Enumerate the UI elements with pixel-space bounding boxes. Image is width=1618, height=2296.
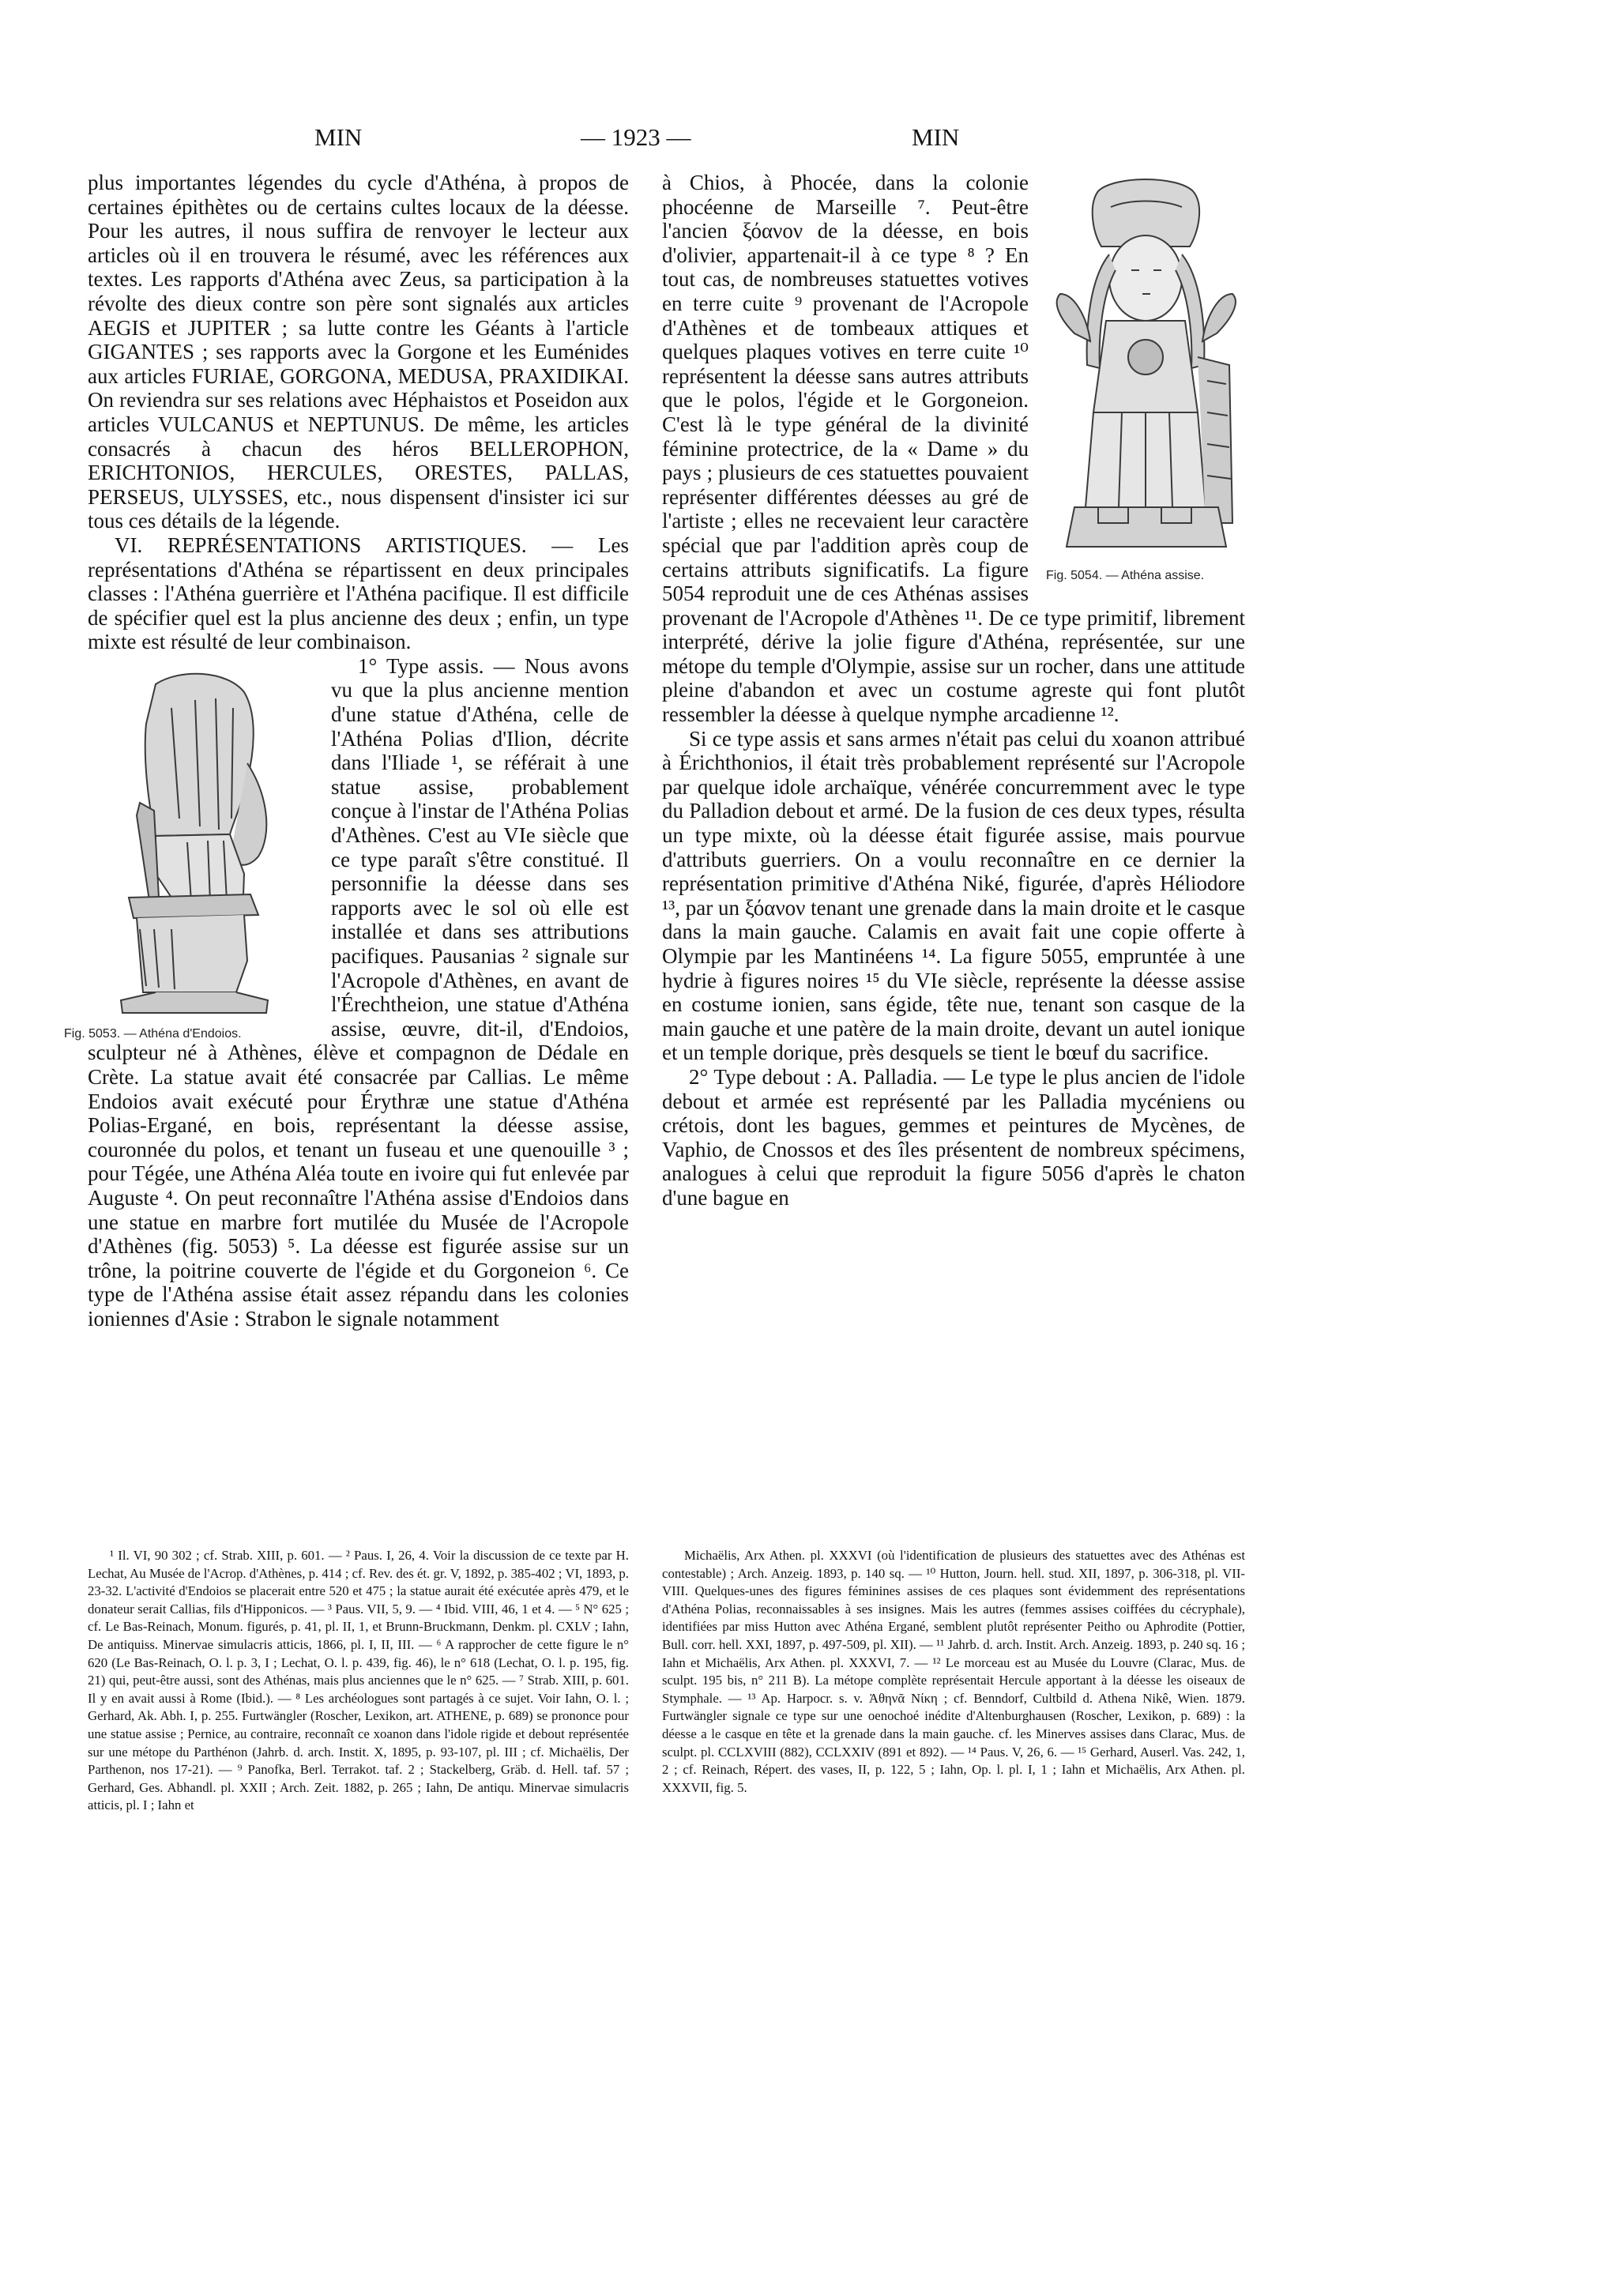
paragraph: VI. REPRÉSENTATIONS ARTISTIQUES. — Les représentations d'Athéna se répartissent en deux principales classes : l'Athéna guerrière et l'Athéna pacifique. Il est difficile de spécifier quel est la plus ancienne des deux ; enfin, un type mixte est résulté de leur combinaison. xyxy=(88,533,629,654)
footnotes-left xyxy=(88,1547,629,1815)
statue-illustration xyxy=(61,661,312,1016)
paragraph: 1° Type assis. — Nous avons vu que la plus ancienne mention d'une statue d'Athéna, celle de l'Athéna Polias d'Ilion, décrite dans l'Iliade ¹, se référait à une statue assise, probablement conçue à l'instar de l'Athéna Polias d'Athènes. C'est au VIe siècle que ce type paraît s'être constitué. Il personnifie la déesse dans ses rapports avec le sol où elle est installée et dans ses attributions pacifiques. Pausanias ² signale sur l'Acropole d'Athènes, en avant de l'Érechtheion, une statue d'Athéna assise, œuvre, dit-il, d'Endoios, sculpteur né à Athènes, élève et compagnon de Dédale en Crète. La statue avait été consacrée par Callias. Le même Endoios avait exécuté pour Érythræ une statue d'Athéna Polias-Ergané, en bois, représentant la déesse assise, couronnée du polos, et tenant un fuseau et une quenouille ³ ; pour Tégée, une Athéna Aléa toute en ivoire qui fut enlevée par Auguste ⁴. On peut reconnaître l'Athéna assise d'Endoios dans une statue en marbre fort mutilée du Musée de l'Acropole d'Athènes (fig. 5053) ⁵. La déesse est figurée assise sur un trône, la poitrine couverte de l'égide et du Gorgoneion ⁶. Ce type de l'Athéna assise était assez répandu dans les colonies ioniennes d'Asie : Strabon le signale notamment xyxy=(88,653,629,1331)
running-header xyxy=(0,123,1618,161)
header-right-keyword: MIN xyxy=(912,123,960,151)
figure-5054-athena-seated xyxy=(1043,175,1250,586)
paragraph: 2° Type debout : A. Palladia. — Le type le plus ancien de l'idole debout et armée est représenté par les Palladia mycéniens ou crétois, dont les bagues, gemmes et peintures de Mycènes, de Vaphio, de Cnossos et des îles présentent de nombreux spécimens, analogues à celui que reproduit la figure 5056 d'après le chaton d'une bague en xyxy=(662,1064,1245,1210)
footnote-text: ¹ Il. VI, 90 302 ; cf. Strab. XIII, p. 601. — ² Paus. I, 26, 4. Voir la discussion de ce texte par H. Lechat, Au Musée de l'Acrop. d'Athènes, p. 414 ; cf. Rev. des ét. gr. V, 1892, p. 385-402 ; VI, 1893, p. 23-32. L'activité d'Endoios se placerait entre 520 et 475 ; la statue aurait été exécutée après 479, et le donateur serait Callias, fils d'Hipponicos. — ³ Paus. VII, 5, 9. — ⁴ Ibid. VIII, 46, 1 et 4. — ⁵ N° 625 ; cf. Le Bas-Reinach, Monum. figurés, p. 41, pl. II, 1, et Brunn-Bruckmann, Denkm. pl. CXLV ; Iahn, De antiquiss. Minervae simulacris atticis, 1866, pl. I, II, III. — ⁶ A rapprocher de cette figure le n° 620 (Le Bas-Reinach, O. l. p. 3, I ; Lechat, O. l. p. 439, fig. 46), le n° 618 (Lechat, O. l. p. 195, fig. 21) qui, peut-être aussi, sont des Athénas, mais plus anciennes que le n° 625. — ⁷ Strab. XIII, p. 601. Il y en avait aussi à Rome (Ibid.). — ⁸ Les archéologues sont partagés à ce sujet. Voir Iahn, O. l. ; Gerhard, Ak. Abh. I, p. 255. Furtwängler (Roscher, Lexikon, art. ATHENE, p. 689) se prononce pour une statue assise ; Pernice, au contraire, reconnaît ce xoanon dans l'idole rigide et debout représentée sur une métope du Parthénon (Jahrb. d. arch. Instit. X, 1895, p. 93-107, pl. III ; cf. Michaëlis, Der Parthenon, nos 17-21). — ⁹ Panofka, Berl. Terrakot. taf. 2 ; Stackelberg, Gräb. d. Hell. taf. 57 ; Gerhard, Ges. Abhandl. pl. XXII ; Arch. Zeit. 1882, p. 265 ; Iahn, De antiqu. Minervae simulacris atticis, pl. I ; Iahn et xyxy=(88,1548,629,1813)
figure-caption: Fig. 5054. — Athéna assise. xyxy=(1046,569,1205,582)
statuette-illustration xyxy=(1043,175,1250,563)
page-number: — 1923 — xyxy=(581,123,691,151)
paragraph: plus importantes légendes du cycle d'Athéna, à propos de certaines épithètes ou de certains cultes locaux de la déesse. Pour les autres, il nous suffira de renvoyer le lecteur aux articles où il en trouvera le résumé, avec les références aux textes. Les rapports d'Athéna avec Zeus, sa participation à la révolte des dieux contre son père sont signalés aux articles AEGIS et JUPITER ; sa lutte contre les Géants à l'article GIGANTES ; ses rapports avec la Gorgone et les Euménides aux articles FURIAE, GORGONA, MEDUSA, PRAXIDIKAI. On reviendra sur ses relations avec Héphaistos et Poseidon aux articles VULCANUS et NEPTUNUS. De même, les articles consacrés à chacun des héros BELLEROPHON, ERICHTONIOS, HERCULES, ORESTES, PALLAS, PERSEUS, ULYSSES, etc., nous dispensent d'insister ici sur tous ces détails de la légende. xyxy=(88,171,629,533)
footnote-text: Michaëlis, Arx Athen. pl. XXXVI (où l'identification de plusieurs des statuettes avec des Athénas est contestable) ; Arch. Anzeig. 1893, p. 140 sq. — ¹⁰ Hutton, Journ. hell. stud. XII, 1897, p. 306-318, pl. VII-VIII. Quelques-unes des figures féminines assises de ces plaques sont évidemment des représentations d'Athéna Polias, reconnaissables à ses insignes. Mais les autres (femmes assises coiffées du cécryphale), identifiées par miss Hutton avec Athéna Ergané, semblent plutôt représenter Peitho ou Aphrodite (Pottier, Bull. corr. hell. XXI, 1897, p. 497-509, pl. XII). — ¹¹ Jahrb. d. arch. Instit. Arch. Anzeig. 1893, p. 240 sq. 16 ; Iahn et Michaëlis, Arx Athen. pl. XXXVI, 7. — ¹² Le morceau est au Musée du Louvre (Clarac, Mus. de sculpt. 195 bis, n° 211 B). La métope complète représentait Hercule apportant à la déesse les oiseaux de Stymphale. — ¹³ Ap. Harpocr. s. v. Ἀθηνᾶ Νίκη ; cf. Benndorf, Cultbild d. Athena Nikê, Wien. 1879. Furtwängler signale ce type sur une oenochoé inédite d'Altenburghausen (Roscher, Lexikon, p. 689) : la déesse a le casque en tête et la grenade dans la main gauche. cf. les Minerves assises dans Clarac, Mus. de sculpt. pl. CCLXVIII (882), CCLXXIV (891 et 892). — ¹⁴ Paus. V, 26, 6. — ¹⁵ Gerhard, Auserl. Vas. 242, 1, 2 ; cf. Reinach, Répert. des vases, II, p. 122, 5 ; Iahn, Op. l. pl. I, 1 ; Iahn et Michaëlis, Arx Athen. pl. XXXVII, fig. 5. xyxy=(662,1548,1245,1795)
paragraph: Si ce type assis et sans armes n'était pas celui du xoanon attribué à Érichthonios, il était très probablement représenté sur l'Acropole par quelque idole archaïque, vénérée concurremment avec le type du Palladion debout et armé. De la fusion de ces deux types, résulta un type mixte, où la déesse était figurée assise, mais pourvue d'attributs guerriers. On a voulu reconnaître en ce dernier la représentation primitive d'Athéna Niké, figurée, d'après Héliodore ¹³, par un ξόανον tenant une grenade dans la main droite et le casque dans la main gauche. Calamis en avait fait une copie offerte à Olympie par les Mantinéens ¹⁴. La figure 5055, empruntée à une hydrie à figures noires ¹⁵ du VIe siècle, représente la déesse assise en costume ionien, sans égide, tête nue, tenant son casque de la main gauche et une patère de la main droite, devant un autel ionique et un temple dorique, près desquels se tient le bœuf du sacrifice. xyxy=(662,726,1245,1065)
paragraph: à Chios, à Phocée, dans la colonie phocéenne de Marseille ⁷. Peut-être l'ancien ξόανον de la déesse, en bois d'olivier, appartenait-il à ce type ⁸ ? En tout cas, de nombreuses statuettes votives en terre cuite ⁹ provenant de l'Acropole d'Athènes et de tombeaux attiques et quelques plaques votives en terre cuite ¹⁰ représentent la déesse sans autres attributs que le polos, l'égide et le Gorgoneion. C'est là le type général de la divinité féminine protectrice, de la « Dame » du pays ; plusieurs de ces statuettes pouvaient représenter différentes déesses au gré de l'artiste ; elles ne recevaient leur caractère spécial que par l'addition après coup de certains attributs significatifs. La figure 5054 reproduit une de ces Athénas assises provenant de l'Acropole d'Athènes ¹¹. De ce type primitif, librement interprété, dérive la jolie figure d'Athéna, représentée, sur une métope du temple d'Olympie, assise sur un rocher, dans une attitude pleine d'abandon et avec un costume agreste qui font plutôt ressembler la déesse à quelque nymphe arcadienne ¹². xyxy=(662,171,1245,727)
right-column xyxy=(662,171,1245,1210)
figure-5053-athena-endoios xyxy=(61,661,312,1041)
header-left-keyword: MIN xyxy=(314,123,363,151)
footnotes-right xyxy=(662,1547,1245,1797)
left-column xyxy=(64,171,629,1331)
figure-caption: Fig. 5053. — Athéna d'Endoios. xyxy=(64,1026,242,1041)
